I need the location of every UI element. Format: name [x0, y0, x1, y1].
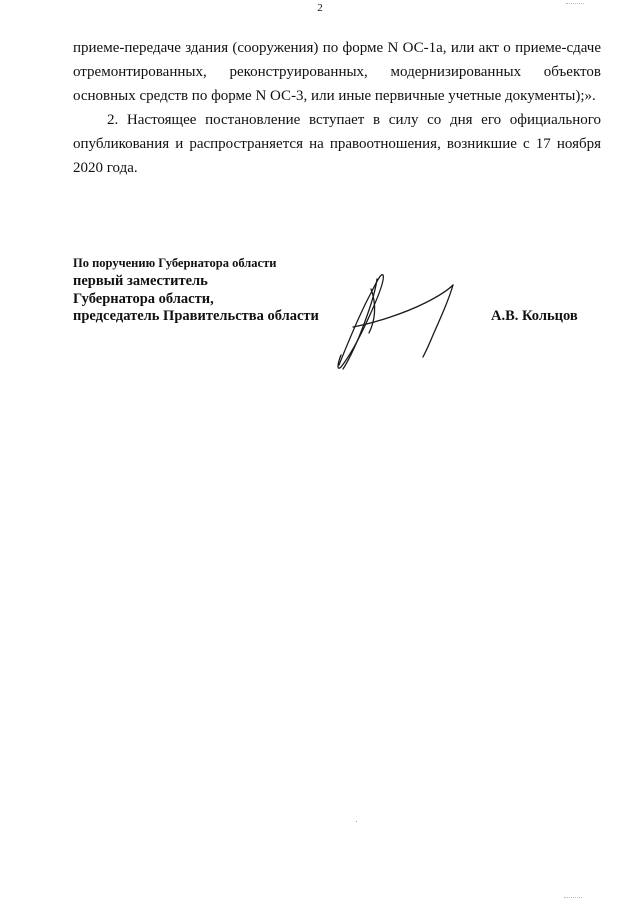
page-number: 2 [317, 2, 323, 14]
signatory-position-line-2: Губернатора области, [73, 291, 214, 307]
signatory-position-line-1: первый заместитель [73, 273, 208, 289]
signatory-name: А.В. Кольцов [491, 308, 578, 324]
scan-mark-bottom [564, 897, 582, 900]
scan-speck [356, 821, 357, 822]
signatory-position-line-3: председатель Правительства области [73, 308, 319, 324]
paragraph-effective-date: 2. Настоящее постановление вступает в силу со дня его официального опубликования и распространяется на правоотношения, возникшие с 17 ноября 2020 года. [73, 112, 601, 176]
scan-mark-top [566, 3, 584, 6]
signature-on-behalf: По поручению Губернатора области [73, 256, 277, 270]
handwritten-signature-icon [325, 265, 470, 375]
document-body [73, 36, 601, 180]
paragraph-continuation: приеме-передаче здания (сооружения) по форме N ОС-1а, или акт о приеме-сдаче отремонтированных, реконструированных, модернизированных объектов основных средств по форме N ОС-3, или иные первичные учетные документы);». [73, 40, 601, 104]
